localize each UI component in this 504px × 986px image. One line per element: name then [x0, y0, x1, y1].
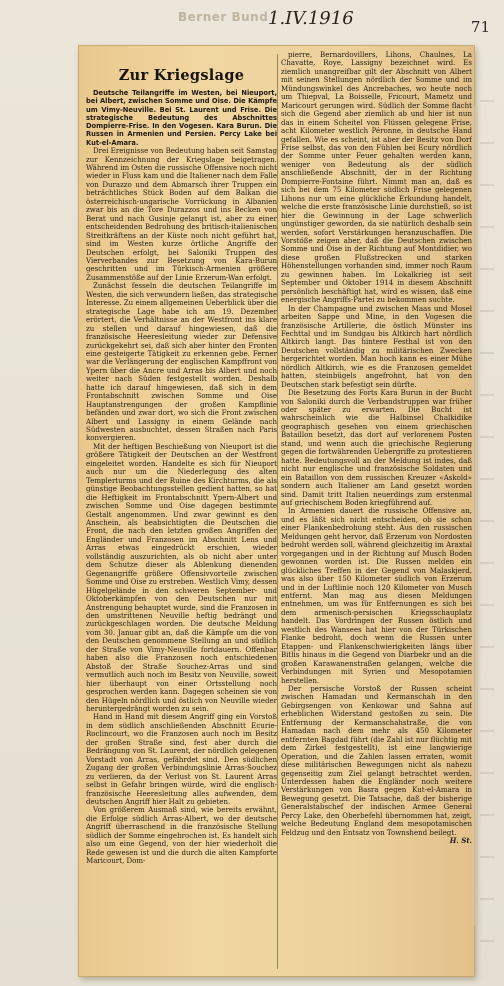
article-paragraph: Die Besetzung des Forts Kara Burun in der Bucht von Saloniki durch die Verbandstruppen war früher oder später zu erwarten. Die Bucht ist wahrscheinlich wie die Halbinsel Chalkidike geographisch gesehen von einem griechischen Bataillon besetzt, das dort auf verlorenem Posten stand, und wenn auch die griechische Regierung gegen die fortwährenden Uebergriffe zu protestieren hatte. Bedeutungsvoll an der Meldung ist indes, daß nicht nur englische und französische Soldaten und ein Bataillon von dem russischen Kreuzer «Askold» sondern auch Italiener am Land gesetzt worden sind. Damit tritt Italien neuerdings zum erstenmal auf griechischem Boden kriegführend auf. — [281, 388, 472, 508]
article-column-right — [281, 51, 472, 981]
article-headline: Zur Kriegslage — [118, 67, 245, 84]
article-paragraph: Mit der heftigen Beschießung von Nieuport ist die größere Tätigkeit der Deutschen an der Westfront eingeleitet worden. Handelte es sich für Nieuport auch nur um die Niederlegung des alten Templerturms und der Ruine des Kirchturms, die als günstige Beobachtungsstellen gedient hatten, so hat die Heftigkeit im Frontabschnitt Ypern-Albert und zwischen Somme und Oise dagegen bestimmte Gestalt angenommen. Und zwar gewinnt es den Anschein, als beabsichtigten die Deutschen die Front, die nach den letzten großen Angriffen der Engländer und Franzosen im Abschnitt Lens und Arras etwas eingedrückt erschien, wieder vollständig auszurichten, als ob nicht aber unter dem Schutze dieser als Ablenkung dienenden Gegenangriffe größere Offensivvorteile zwischen Somme und Oise zu erstreben. Westlich Vimy, dessen Hügelgelände in den schweren September- und Oktoberkämpfen von den Deutschen nur mit Anstrengung behauptet wurde, sind die Franzosen in den umstrittenen Neuville heftig bedrängt und zurückgeschlagen worden. Die deutsche Meldung vom 30. Januar gibt an, daß die Kämpfe um die von den Deutschen genommene Stellung an und südlich der Straße von Vimy-Neuville fortdauern. Offenbar haben also die Franzosen noch entschiedenen Abstoß der Straße Souchez-Arras und sind vermutlich auch noch im Besitz von Neuville, soweit hier überhaupt von einer Ortsstellung noch gesprochen werden kann. Dagegen scheinen sie von den Hügeln nördlich und östlich von Neuville wieder heruntergedrängt worden zu sein. — [86, 441, 277, 713]
article-paragraph: Drei Ereignisse von Bedeutung haben seit Samstag zur Kennzeichnung der Kriegslage beigetragen. Während im Osten die russische Offensive noch nicht wieder in Fluss kam und die Italiener nach dem Falle von Durazzo und dem Abmarsch ihrer Truppen ein beträchtliches Stück Boden auf dem Balkan die österreichisch-ungarische Vorrückung in Albanien zwar bis an die Tore Durazzos und ins Becken von Berat und nach Gusinje gelangt ist, aber zu einer entscheidenden Bedrohung des britisch-italienischen Streitkräftens an der Küste noch nicht geführt hat, sind im Westen kurze örtliche Angriffe der Deutschen erfolgt, bei Saloniki Truppen des Vierverbandes zur Besetzung von Kara-Burun geschritten und im Türkisch-Armenien größere Zusammenstöße auf der Linie Erzerum-Wan erfolgt. — [86, 146, 277, 282]
scan-edge-marks — [480, 60, 494, 960]
article-lead: Deutsche Teilangriffe im Westen, bei Nieuport, bei Albert, zwischen Somme und Oise. Die Kämpfe um Vimy-Neuville. Bei St. Laurent und Frise. Die strategische Bedeutung des Abschnittes Dompierre-Frise. In den Vogesen. Kara Burun. Die Russen in Armenien und Persien. Percy Lake bei Kut-el-Amara. — [86, 89, 277, 147]
column-divider — [277, 54, 278, 969]
article-paragraph: pierre, Bernardovillers, Lihons, Chaulnes, La Chavatte, Roye, Lassigny bezeichnet wird. Es ziemlich unangreifbar gilt der Abschnitt von Albert mit seinen Stellungen nördlich der Somme und im Mündungswinkel des Ancrebaches, wo heute noch um Thiepval, La Boisselle, Fricourt, Mametz und Maricourt gerungen wird. Südlich der Somme flacht sich die Gegend aber ziemlich ab und hier ist nun das in einem Scheitel von Flüssen gelegene Frise, acht Kilometer westlich Péronne, in deutsche Hand gefallen. Wie es scheint, ist aber der Besitz von Dorf Frise selbst, das von den Fühlen bei Ecury nördlich der Somme unter Feuer gehalten werden kann, weniger von Bedeutung als der südlich anschließende Abschnitt, der in der Richtung Dompierre-Fontaine führt. Nimmt man an, daß es sich bei dem 75 Kilometer südlich Frise gelegenen Lihons nur um eine glückliche Erkundung handelt, welche die erste französische Linie durchstieß, so ist hier die Gewinnung in der Lage schwerlich ungünstiger geworden, da sie natürlich deshalb sein werden, sofort Verstärkungen heranzuschaffen. Die Vorstöße zeigen aber, daß die Deutschen zwischen Somme und Oise in der Richtung auf Montdidier, wo diese großen Flußstrecken und starken Höhenstellungen vorhanden sind, immer noch Raum zu gewinnen haben. Im Lokalkrieg ist seit September und Oktober 1914 in diesem Abschnitt persönlich beschäftigt hat, wird es wissen, daß eine energische Angriffs-Partei zu bekommen suchte. — [281, 51, 472, 305]
newspaper-source-stamp: Berner Bund — [178, 10, 269, 24]
article-column-left — [86, 56, 277, 986]
handwritten-date: 1.IV.1916 — [268, 8, 354, 29]
newspaper-clipping — [79, 46, 474, 976]
article-paragraph: In Armenien dauert die russische Offensive an, und es läßt sich nicht entscheiden, ob sie schon einer Flankenbedrohung steht. Aus den russischen Meldungen geht hervor, daß Erzerum von Nordosten bedroht werden soll, während gleichzeitig im Araxtal vorgegangen und in der Richtung auf Musch Boden gewonnen worden ist. Die Russen melden ein glückliches Treffen in der Gegend von Malaskjerd, was also über 150 Kilometer südlich von Erzerum und in der Luftlinie noch 120 Kilometer von Musch entfernt. Man mag aus diesen Meldungen entnehmen, um was für Entfernungen es sich bei dem armenisch-persischen Kriegsschauplatz handelt. Das Vordringen der Russen östlich und westlich des Wansees hat hier von der Türkischen Flanke bedroht, doch wenn die Russen unter Etappen- und Flankenschwierigkeiten längs über Bitlis hinaus in die Gegend von Diarbekr und an die großen Karawanenstraßen gelangen, welche die Verbindungen mit Syrien und Mesopotamien herstellen. — [281, 506, 472, 685]
article-paragraph: Hand in Hand mit diesem Angriff ging ein Vorstoß in dem südlich anschließenden Abschnitt Ecurie-Roclincourt, wo die Franzosen auch noch im Besitz der großen Straße sind, fest aber durch die Bedrängung von St. Laurent, der nördlich gelegenen Vorstadt von Arras, gefährdet sind. Den südlichen Zugang der großen Verbindungslinie Arras-Souchez zu verlieren, da der Verlust von St. Laurent Arras selbst in Gefahr bringen würde, wird die englisch-französische Heeresleitung alles aufwenden, dem deutschen Angriff hier Halt zu gebieten. — [86, 712, 277, 806]
article-paragraph: Zunächst fesseln die deutschen Teilangriffe im Westen, die sich verwundern ließen, das strategische Interesse. Zu einem allgemeinen Ueberblick über die strategische Lage habe ich am 19. Dezember erörtert, die Verhältnisse an der Westfront ins klare zu stellen und darauf hingewiesen, daß die französische Heeresleitung wieder zur Defensive zurückgekehrt sei, daß sich aber hinter den Fronten eine gesteigerte Tätigkeit zu erkennen gebe. Ferner war die Verlängerung der englischen Kampffront von Ypern über die Ancre und Arras bis Albert und noch weiter nach Süden festgestellt worden. Deshalb hatte ich darauf hingewiesen, daß sich in dem Frontabschnitt zwischen Somme und Oise Hauptanstrengungen der großen Kampflinie befänden und zwar dort, wo sich die Front zwischen Albert und Lassigny in einem Gelände nach Südwesten ausbuchtet, dessen Straßen nach Paris konvergieren. — [86, 281, 277, 443]
article-paragraph: Von größerem Ausmaß sind, wie bereits erwähnt, die Erfolge südlich Arras-Albert, wo der deutsche Angriff überraschend in die französische Stellung südlich der Somme eingebrochen ist. Es handelt sich also um eine Gegend, von der hier wiederholt die Rede gewesen ist und die durch die alten Kampforte Maricourt, Dom- — [86, 805, 277, 866]
article-paragraph: In der Champagne und zwischen Maas und Mosel arbeiten Sappe und Mine, in den Vogesen die französische Artillerie, die östlich Münster ins Fechttal und im Sundgau bis Altkirch hart nördlich Altkirch langt. Das hintere Festhal ist von den Deutschen vollständig zu militärischen Zwecken hergerichtet worden. Man hoch kann es einer Mühe nördlich Altkirch, wie es die Franzosen gemeldet hatten, steinbügels angefrohnt, hat von den Deutschen stark befestigt sein dürfte. — [281, 303, 472, 389]
article-paragraph: Der persische Vorstoß der Russen scheint zwischen Hamadan und Kermanschah in den Gebirgsengen von Kenkowar und Sahna auf erheblichen Widerstand gestoßen zu sein. Die Entfernung der Kermanschahstraße, die von Hamadan nach dem mehr als 450 Kilometer entfernten Bagdad führt (die Zahl ist nur flüchtig mit dem Zirkel festgestellt), ist eine langwierige Operation, und die Zahlen lassen erraten, womit diese militärischen Bewegungen nicht als nahezu gegenseitig zum Ziel gelangt betrachtet werden. Unterdessen haben die Engländer noch weitere Verstärkungen von Basra gegen Kut-el-Amara in Bewegung gesetzt. Die Tatsache, daß der bisherige Generalstabschef der indischen Armee General Percy Lake, den Oberbefehl übernommen hat, zeigt, welche Bedeutung England dem mesopotamischen Feldzug und den Entsatz von Townshend beilegt. — [281, 683, 472, 837]
author-signature: H. St. — [449, 836, 472, 846]
page-number: 71 — [470, 18, 490, 36]
archive-header — [0, 0, 504, 50]
